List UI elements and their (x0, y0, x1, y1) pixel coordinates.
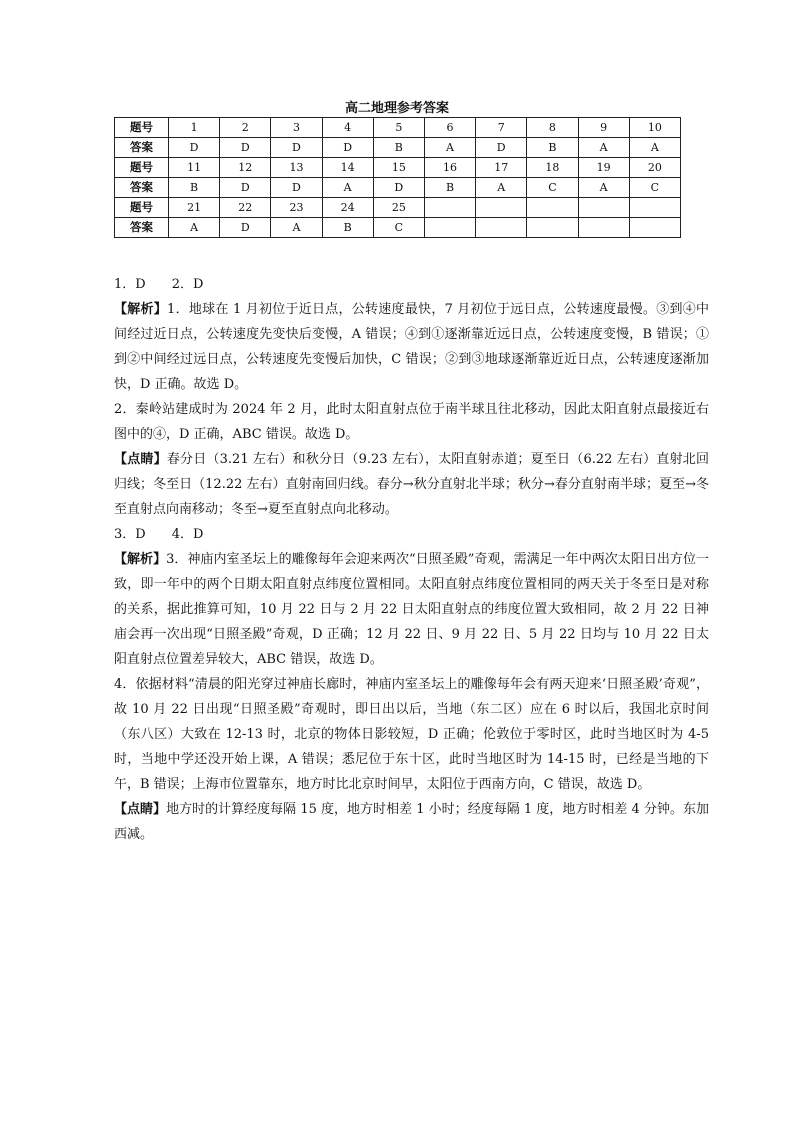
analysis-tag: 【解析】 (114, 552, 167, 567)
table-cell: A (629, 138, 680, 158)
table-cell: A (476, 178, 527, 198)
answer-line-q3-q4 (114, 522, 709, 547)
table-cell: 3 (271, 118, 322, 138)
analysis-q1 (114, 297, 709, 397)
table-cell: 7 (476, 118, 527, 138)
table-cell: 24 (322, 198, 373, 218)
row-label: 答案 (115, 178, 169, 198)
table-cell: 4 (322, 118, 373, 138)
table-cell: C (629, 178, 680, 198)
row-label: 题号 (115, 198, 169, 218)
tip-text: 春分日（3.21 左右）和秋分日（9.23 左右），太阳直射赤道；夏至日（6.22 左右）直射北回归线；冬至日（12.22 左右）直射南回归线。春分→秋分直射北半球；秋分→春分直射南半球；夏至→冬至直射点向南移动；冬至→夏至直射点向北移动。 (114, 452, 709, 517)
table-row (115, 178, 681, 198)
answer-q1: 1．D (114, 277, 146, 292)
analysis-q4 (114, 672, 709, 797)
table-row (115, 218, 681, 238)
table-cell: 23 (271, 198, 322, 218)
table-cell: 12 (220, 158, 271, 178)
analysis-q2 (114, 397, 709, 447)
analysis-q3 (114, 547, 709, 672)
table-cell: B (169, 178, 220, 198)
table-cell: D (373, 178, 424, 198)
table-cell: 9 (578, 118, 629, 138)
table-cell: 19 (578, 158, 629, 178)
analysis-text: 3．神庙内室圣坛上的雕像每年会迎来两次“日照圣殿”奇观，需满足一年中两次太阳日出方位一致，即一年中的两个日期太阳直射点纬度位置相同。太阳直射点纬度位置相同的两天关于冬至日是对称的关系，据此推算可知，10 月 22 日与 2 月 22 日太阳直射点的纬度位置大致相同，故 2 月 22 日神庙会再一次出现“日照圣殿”奇观，D 正确；12 月 22 日、9 月 22 日、5 月 22 日均与 10 月 22 日太阳直射点位置差异较大，ABC 错误，故选 D。 (114, 552, 709, 667)
analysis-tag: 【解析】 (114, 302, 168, 317)
table-cell: 14 (322, 158, 373, 178)
row-label: 题号 (115, 158, 169, 178)
table-row (115, 138, 681, 158)
tip-text: 地方时的计算经度每隔 15 度，地方时相差 1 小时；经度每隔 1 度，地方时相差 4 分钟。东加西减。 (114, 802, 709, 842)
table-cell: 18 (527, 158, 578, 178)
table-cell: 11 (169, 158, 220, 178)
table-cell: 15 (373, 158, 424, 178)
table-cell: A (424, 138, 475, 158)
table-cell (578, 218, 629, 238)
table-cell: 5 (373, 118, 424, 138)
row-label: 题号 (115, 118, 169, 138)
table-cell (629, 218, 680, 238)
table-cell: 6 (424, 118, 475, 138)
table-cell: D (476, 138, 527, 158)
table-cell: B (322, 218, 373, 238)
tip-q1-q2 (114, 447, 709, 522)
table-cell: A (578, 178, 629, 198)
answer-table-body (115, 118, 681, 238)
table-cell: D (220, 138, 271, 158)
page-title: 高二地理参考答案 (344, 101, 449, 116)
table-row (115, 118, 681, 138)
table-row (115, 158, 681, 178)
table-cell: 20 (629, 158, 680, 178)
table-cell: D (322, 138, 373, 158)
answer-table (114, 117, 681, 238)
table-cell: 21 (169, 198, 220, 218)
table-cell: B (527, 138, 578, 158)
table-cell (629, 198, 680, 218)
answer-q2: 2．D (171, 277, 204, 292)
table-cell: A (169, 218, 220, 238)
tip-q3-q4 (114, 797, 709, 847)
table-cell: B (424, 178, 475, 198)
table-cell: D (271, 178, 322, 198)
analysis-text: 2．秦岭站建成时为 2024 年 2 月，此时太阳直射点位于南半球且往北移动，因此太阳直射点最接近右图中的④，D 正确，ABC 错误。故选 D。 (114, 402, 709, 442)
answer-q4: 4．D (171, 527, 204, 542)
table-cell: 10 (629, 118, 680, 138)
table-cell (424, 198, 475, 218)
tip-tag: 【点睛】 (114, 452, 167, 467)
answer-line-q1-q2 (114, 272, 709, 297)
table-cell: A (322, 178, 373, 198)
analysis-text: 1．地球在 1 月初位于近日点，公转速度最快，7 月初位于远日点，公转速度最慢。③到④中间经过近日点，公转速度先变快后变慢，A 错误；④到①逐渐靠近远日点，公转速度变慢，B 错误；①到②中间经过远日点，公转速度先变慢后加快，C 错误；②到③地球逐渐靠近近日点，公转速度逐渐加快，D 正确。故选 D。 (114, 302, 709, 392)
table-cell: D (169, 138, 220, 158)
table-cell (476, 198, 527, 218)
table-cell: 2 (220, 118, 271, 138)
answer-explanations (114, 272, 709, 847)
answer-q3: 3．D (114, 527, 146, 542)
table-cell: 17 (476, 158, 527, 178)
row-label: 答案 (115, 138, 169, 158)
table-cell: 16 (424, 158, 475, 178)
table-cell: 25 (373, 198, 424, 218)
table-cell: 1 (169, 118, 220, 138)
table-cell: A (578, 138, 629, 158)
table-cell: 22 (220, 198, 271, 218)
table-cell: B (373, 138, 424, 158)
table-cell (578, 198, 629, 218)
table-cell (424, 218, 475, 238)
table-cell: C (527, 178, 578, 198)
table-cell (527, 218, 578, 238)
table-cell: A (271, 218, 322, 238)
row-label: 答案 (115, 218, 169, 238)
table-cell: C (373, 218, 424, 238)
table-cell: 13 (271, 158, 322, 178)
table-cell: D (220, 218, 271, 238)
tip-tag: 【点睛】 (114, 802, 167, 817)
table-cell: 8 (527, 118, 578, 138)
table-cell (527, 198, 578, 218)
table-row (115, 198, 681, 218)
table-cell: D (271, 138, 322, 158)
table-cell: D (220, 178, 271, 198)
analysis-text: 4．依据材料“清晨的阳光穿过神庙长廊时，神庙内室圣坛上的雕像每年会有两天迎来‘日照圣殿’奇观”，故 10 月 22 日出现“日照圣殿”奇观时，即日出以后，当地（东二区）应在 6 时以后，我国北京时间（东八区）大致在 12-13 时，北京的物体日影较短，D 正确；伦敦位于零时区，此时当地区时为 4-5 时，当地中学还没开始上课，A 错误；悉尼位于东十区，此时当地区时为 14-15 时，已经是当地的下午，B 错误；上海市位置靠东，地方时比北京时间早，太阳位于西南方向，C 错误，故选 D。 (114, 677, 709, 792)
table-cell (476, 218, 527, 238)
